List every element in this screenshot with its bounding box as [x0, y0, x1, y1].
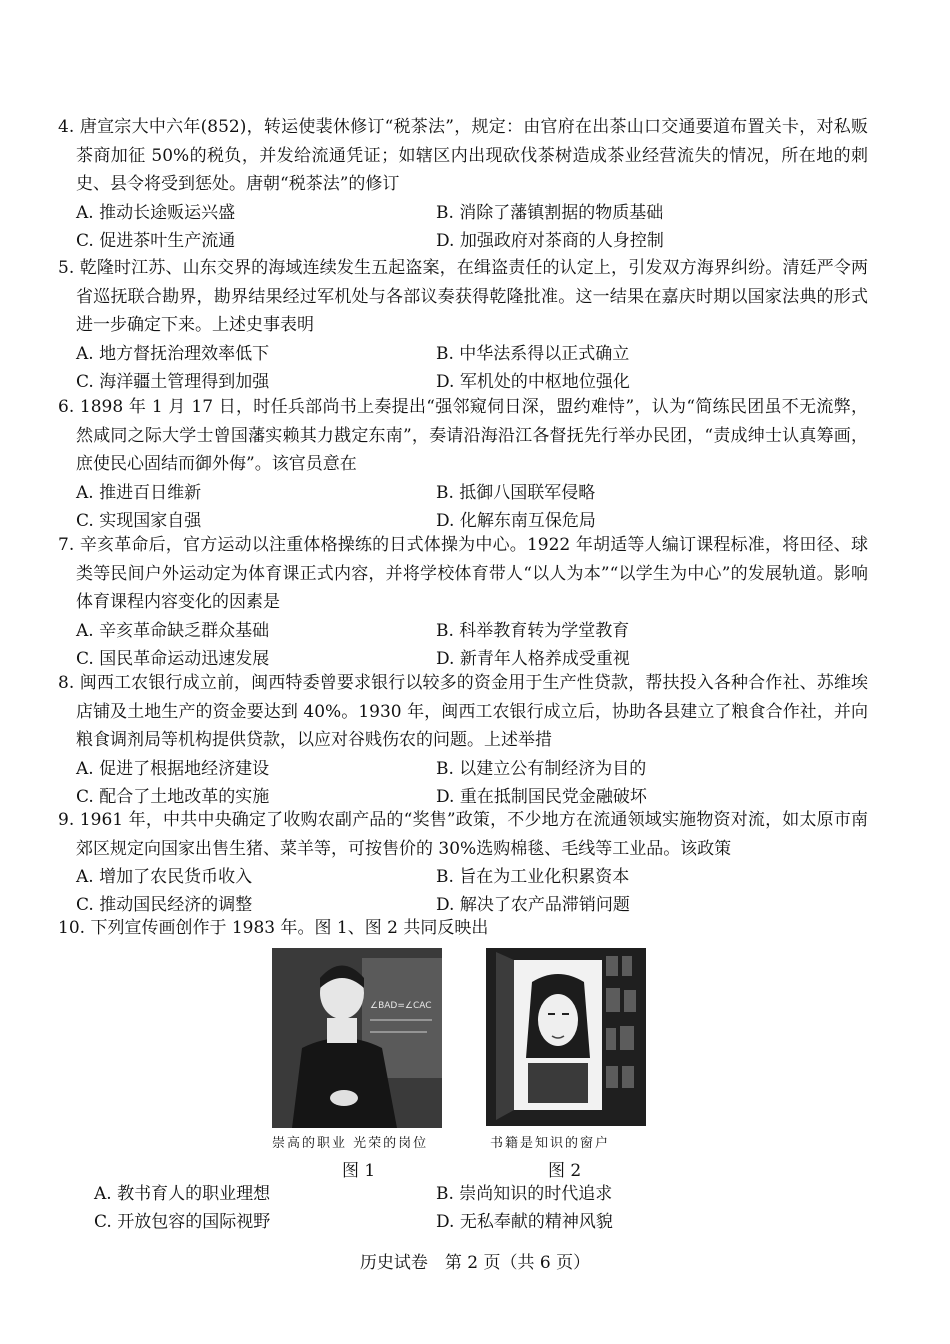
question-stem: 9. 1961 年，中共中央确定了收购农副产品的“奖售”政策，不少地方在流通领域实施物资对流，如太原市南郊区规定向国家出售生猪、菜羊等，可按售价的 30%选购棉毯、毛线等工业品。该政策: [58, 810, 868, 859]
teacher-illustration: [272, 948, 442, 1128]
option-b: B. 科举教育转为学堂教育: [436, 620, 630, 641]
option-a: A. 推进百日维新: [76, 482, 202, 503]
figure-2: [486, 948, 646, 1181]
option-d: D. 加强政府对茶商的人身控制: [436, 230, 664, 251]
figures-row: [0, 948, 950, 1188]
question-stem: 8. 闽西工农银行成立前，闽西特委曾要求银行以较多的资金用于生产性贷款，帮扶投入各种合作社、苏维埃店铺及土地生产的资金要达到 40%。1930 年，闽西工农银行成立后，协助各县建立了粮食合作社，并向粮食调剂局等机构提供贷款，以应对谷贱伤农的问题。上述举措: [58, 673, 868, 750]
option-c: C. 开放包容的国际视野: [94, 1212, 271, 1232]
poster-book-window-image: [486, 948, 646, 1126]
question-8: [58, 669, 868, 807]
question-6: [58, 393, 868, 531]
option-c: C. 实现国家自强: [76, 510, 202, 531]
question-10: [58, 914, 868, 943]
option-b: B. 消除了藩镇割据的物质基础: [436, 202, 664, 223]
option-d: D. 新青年人格养成受重视: [436, 648, 630, 669]
question-7: [58, 531, 868, 669]
question-5: [58, 254, 868, 392]
poster-caption: 书籍是知识的窗户: [490, 1136, 611, 1151]
board-text: ∠BAD=∠CAC: [370, 1001, 432, 1011]
question-stem: 4. 唐宣宗大中六年(852)，转运使裴休修订“税茶法”，规定：由官府在出茶山口交通要道布置关卡，对私贩茶商加征 50%的税负，并发给流通凭证；如辖区内出现砍伐茶树造成茶业经营流失的情况，所在地的刺史、县令将受到惩处。唐朝“税茶法”的修订: [58, 117, 868, 194]
page-footer: 历史试卷 第 2 页（共 6 页）: [359, 1253, 591, 1273]
option-a: A. 辛亥革命缺乏群众基础: [76, 620, 270, 641]
option-c: C. 推动国民经济的调整: [76, 895, 253, 915]
question-stem: 10. 下列宣传画创作于 1983 年。图 1、图 2 共同反映出: [58, 918, 489, 938]
option-a: A. 促进了根据地经济建设: [76, 758, 270, 779]
option-c: C. 海洋疆土管理得到加强: [76, 371, 270, 392]
option-a: A. 增加了农民货币收入: [76, 867, 253, 887]
question-stem: 7. 辛亥革命后，官方运动以注重体格操练的日式体操为中心。1922 年胡适等人编订课程标准，将田径、球类等民间户外运动定为体育课正式内容，并将学校体育带人“以人为本”“以学生为中心”的发展轨道。影响体育课程内容变化的因素是: [58, 535, 868, 612]
poster-teacher-image: [272, 948, 442, 1128]
figure-label: 图 1: [342, 1161, 376, 1181]
option-b: B. 抵御八国联军侵略: [436, 482, 596, 503]
option-b: B. 中华法系得以正式确立: [436, 343, 630, 364]
question-stem: 5. 乾隆时江苏、山东交界的海域连续发生五起盗案，在缉盗责任的认定上，引发双方海界纠纷。清廷严令两省巡抚联合勘界，勘界结果经过军机处与各部议奏获得乾隆批准。这一结果在嘉庆时期以国家法典的形式进一步确定下来。上述史事表明: [58, 258, 868, 335]
question-9: [58, 806, 868, 915]
poster-caption: 崇高的职业 光荣的岗位: [272, 1136, 429, 1151]
option-b: B. 旨在为工业化积累资本: [436, 867, 630, 887]
option-a: A. 地方督抚治理效率低下: [76, 343, 270, 364]
option-c: C. 国民革命运动迅速发展: [76, 648, 270, 669]
option-c: C. 促进茶叶生产流通: [76, 230, 236, 251]
question-4: [58, 113, 868, 251]
option-d: D. 化解东南互保危局: [436, 510, 596, 531]
option-d: D. 解决了农产品滞销问题: [436, 895, 630, 915]
figure-1: [272, 948, 442, 1181]
option-d: D. 重在抵制国民党金融破坏: [436, 786, 647, 807]
option-d: D. 军机处的中枢地位强化: [436, 371, 630, 392]
option-b: B. 崇尚知识的时代追求: [436, 1184, 613, 1204]
option-c: C. 配合了土地改革的实施: [76, 786, 270, 807]
option-a: A. 教书育人的职业理想: [94, 1184, 271, 1204]
option-d: D. 无私奉献的精神风貌: [436, 1212, 613, 1232]
book-window-illustration: [486, 948, 646, 1126]
option-a: A. 推动长途贩运兴盛: [76, 202, 236, 223]
option-b: B. 以建立公有制经济为目的: [436, 758, 647, 779]
question-stem: 6. 1898 年 1 月 17 日，时任兵部尚书上奏提出“强邻窥伺日深，盟约难恃”，认为“简练民团虽不无流弊，然咸同之际大学士曾国藩实赖其力戡定东南”，奏请沿海沿江各督抚先行举办民团，“责成绅士认真筹画，庶使民心固结而御外侮”。该官员意在: [58, 397, 868, 474]
figure-label: 图 2: [548, 1161, 582, 1181]
